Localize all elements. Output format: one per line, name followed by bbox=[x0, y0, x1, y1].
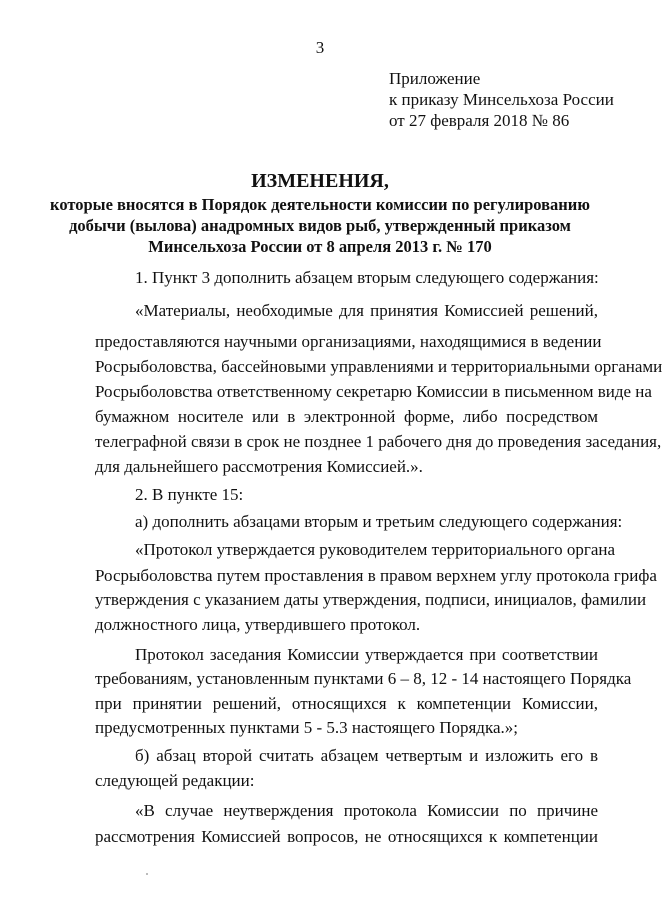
body-line: для дальнейшего рассмотрения Комиссией.». bbox=[95, 457, 423, 476]
scan-speck bbox=[146, 873, 148, 875]
body-line: следующей редакции: bbox=[95, 771, 255, 790]
heading-title: ИЗМЕНЕНИЯ, bbox=[251, 170, 389, 192]
body-line: рассмотрения Комиссией вопросов, не относящихся к компетенции bbox=[95, 827, 598, 846]
appendix-block bbox=[389, 68, 614, 131]
body-line: «Протокол утверждается руководителем территориального органа bbox=[135, 540, 616, 559]
body-line: Протокол заседания Комиссии утверждается при соответствии bbox=[135, 645, 598, 664]
body-line: телеграфной связи в срок не позднее 1 рабочего дня до проведения заседания, bbox=[95, 432, 662, 451]
body-line: 2. В пункте 15: bbox=[135, 485, 244, 504]
appendix-line: к приказу Минсельхоза России bbox=[389, 90, 614, 109]
body-line: «Материалы, необходимые для принятия Комиссией решений, bbox=[135, 301, 598, 320]
body-line: утверждения с указанием даты утверждения, подписи, инициалов, фамилии bbox=[95, 590, 647, 609]
body-line: должностного лица, утвердившего протокол. bbox=[95, 615, 421, 634]
document-heading bbox=[40, 170, 600, 257]
page-number: 3 bbox=[315, 38, 325, 57]
body-line: Росрыболовства ответственному секретарю Комиссии в письменном виде на bbox=[95, 382, 652, 401]
body-line: а) дополнить абзацами вторым и третьим следующего содержания: bbox=[135, 512, 623, 531]
body-line: б) абзац второй считать абзацем четвертым и изложить его в bbox=[135, 746, 598, 765]
appendix-line: от 27 февраля 2018 № 86 bbox=[389, 111, 570, 130]
body-line: «В случае неутверждения протокола Комиссии по причине bbox=[135, 801, 598, 820]
body-line: предоставляются научными организациями, находящимися в ведении bbox=[95, 332, 602, 351]
body-line: Росрыболовства путем проставления в правом верхнем углу протокола грифа bbox=[95, 566, 657, 585]
heading-line: Минсельхоза России от 8 апреля 2013 г. № 170 bbox=[148, 237, 492, 256]
body-line: Росрыболовства, бассейновыми управлениями и территориальными органами bbox=[95, 357, 662, 376]
body-line: при принятии решений, относящихся к компетенции Комиссии, bbox=[95, 694, 598, 713]
body-line: 1. Пункт 3 дополнить абзацем вторым следующего содержания: bbox=[135, 268, 599, 287]
appendix-line: Приложение bbox=[389, 69, 481, 88]
heading-line: добычи (вылова) анадромных видов рыб, утвержденный приказом bbox=[69, 216, 571, 235]
heading-line: которые вносятся в Порядок деятельности комиссии по регулированию bbox=[50, 195, 590, 214]
body-line: бумажном носителе или в электронной форме, либо посредством bbox=[95, 407, 598, 426]
body-line: предусмотренных пунктами 5 - 5.3 настоящего Порядка.»; bbox=[95, 718, 518, 737]
body-line: требованиям, установленным пунктами 6 – 8, 12 - 14 настоящего Порядка bbox=[95, 669, 632, 688]
